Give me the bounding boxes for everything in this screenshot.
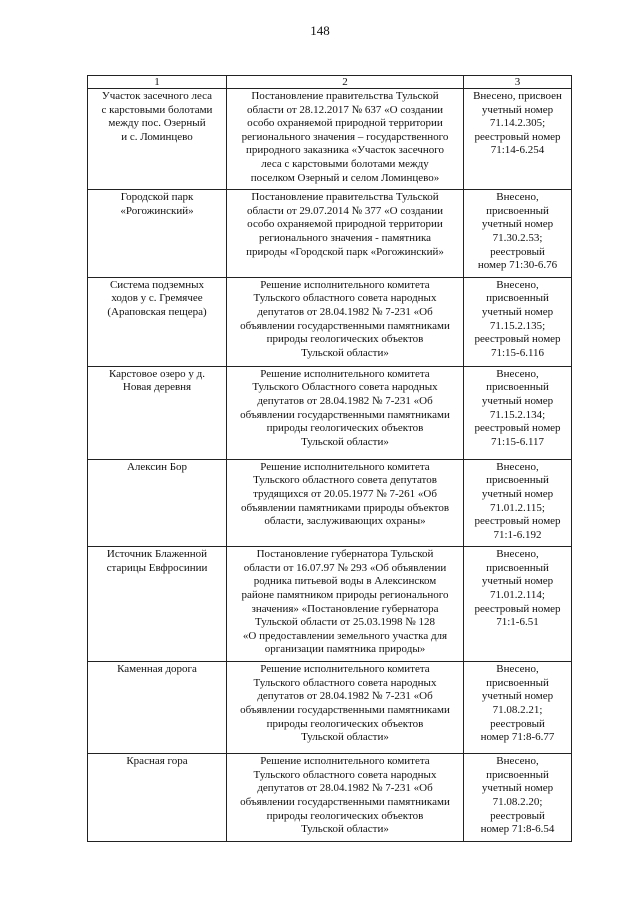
legal-document-cell: Решение исполнительного комитета Тульского областного совета депутатов трудящихся от 20.05.1977 № 7-261 «Об объявлении памятниками природы объектов области, заслуживающих охраны»	[227, 459, 464, 547]
table-row	[88, 277, 572, 366]
table-row	[88, 662, 572, 754]
column-header-3: 3	[464, 76, 572, 89]
legal-document-cell: Постановление правительства Тульской области от 28.12.2017 № 637 «О создании особо охраняемой природной территории регионального значения – государственного природного заказника «Участок засечного леса с карстовыми болотами между поселком Озерный и селом Ломинцево»	[227, 89, 464, 190]
column-header-1: 1	[88, 76, 227, 89]
table-row	[88, 754, 572, 842]
table-header	[88, 76, 572, 89]
table-row	[88, 366, 572, 459]
object-name-cell: Источник Блаженной старицы Евфросинии	[88, 547, 227, 662]
column-header-2: 2	[227, 76, 464, 89]
object-name-cell: Участок засечного леса с карстовыми болотами между пос. Озерный и с. Ломинцево	[88, 89, 227, 190]
legal-document-cell: Решение исполнительного комитета Тульского областного совета народных депутатов от 28.04.1982 № 7-231 «Об объявлении государственными памятниками природы геологических объектов Тульской области»	[227, 662, 464, 754]
table-row	[88, 459, 572, 547]
registry-status-cell: Внесено, присвоенный учетный номер 71.08.2.20; реестровый номер 71:8-6.54	[464, 754, 572, 842]
object-name-cell: Красная гора	[88, 754, 227, 842]
legal-document-cell: Решение исполнительного комитета Тульского Областного совета народных депутатов от 28.04.1982 № 7-231 «Об объявлении государственными памятниками природы геологических объектов Тульской области»	[227, 366, 464, 459]
legal-document-cell: Постановление правительства Тульской области от 29.07.2014 № 377 «О создании особо охраняемой природной территории регионального значения - памятника природы «Городской парк «Рогожинский»	[227, 190, 464, 278]
natural-monuments-table	[87, 75, 572, 842]
object-name-cell: Карстовое озеро у д. Новая деревня	[88, 366, 227, 459]
registry-status-cell: Внесено, присвоенный учетный номер 71.08.2.21; реестровый номер 71:8-6.77	[464, 662, 572, 754]
object-name-cell: Городской парк «Рогожинский»	[88, 190, 227, 278]
registry-status-cell: Внесено, присвоенный учетный номер 71.01.2.115; реестровый номер 71:1-6.192	[464, 459, 572, 547]
registry-status-cell: Внесено, присвоенный учетный номер 71.15.2.135; реестровый номер 71:15-6.116	[464, 277, 572, 366]
legal-document-cell: Решение исполнительного комитета Тульского областного совета народных депутатов от 28.04.1982 № 7-231 «Об объявлении государственными памятниками природы геологических объектов Тульской области»	[227, 277, 464, 366]
registry-status-cell: Внесено, присвоенный учетный номер 71.01.2.114; реестровый номер 71:1-6.51	[464, 547, 572, 662]
object-name-cell: Система подземных ходов у с. Гремячее (Араповская пещера)	[88, 277, 227, 366]
page-number: 148	[310, 23, 330, 38]
registry-status-cell: Внесено, присвоенный учетный номер 71.15.2.134; реестровый номер 71:15-6.117	[464, 366, 572, 459]
object-name-cell: Каменная дорога	[88, 662, 227, 754]
table-row	[88, 89, 572, 190]
table-row	[88, 190, 572, 278]
legal-document-cell: Постановление губернатора Тульской области от 16.07.97 № 293 «Об объявлении родника питьевой воды в Алексинском районе памятником природы регионального значения» «Постановление губернатора Тульской области от 25.03.1998 № 128 «О предоставлении земельного участка для организации памятника природы»	[227, 547, 464, 662]
registry-status-cell: Внесено, присвоен учетный номер 71.14.2.305; реестровый номер 71:14-6.254	[464, 89, 572, 190]
legal-document-cell: Решение исполнительного комитета Тульского областного совета народных депутатов от 28.04.1982 № 7-231 «Об объявлении государственными памятниками природы геологических объектов Тульской области»	[227, 754, 464, 842]
registry-status-cell: Внесено, присвоенный учетный номер 71.30.2.53; реестровый номер 71:30-6.76	[464, 190, 572, 278]
table-body	[88, 89, 572, 842]
object-name-cell: Алексин Бор	[88, 459, 227, 547]
table-row	[88, 547, 572, 662]
header-row	[88, 76, 572, 89]
